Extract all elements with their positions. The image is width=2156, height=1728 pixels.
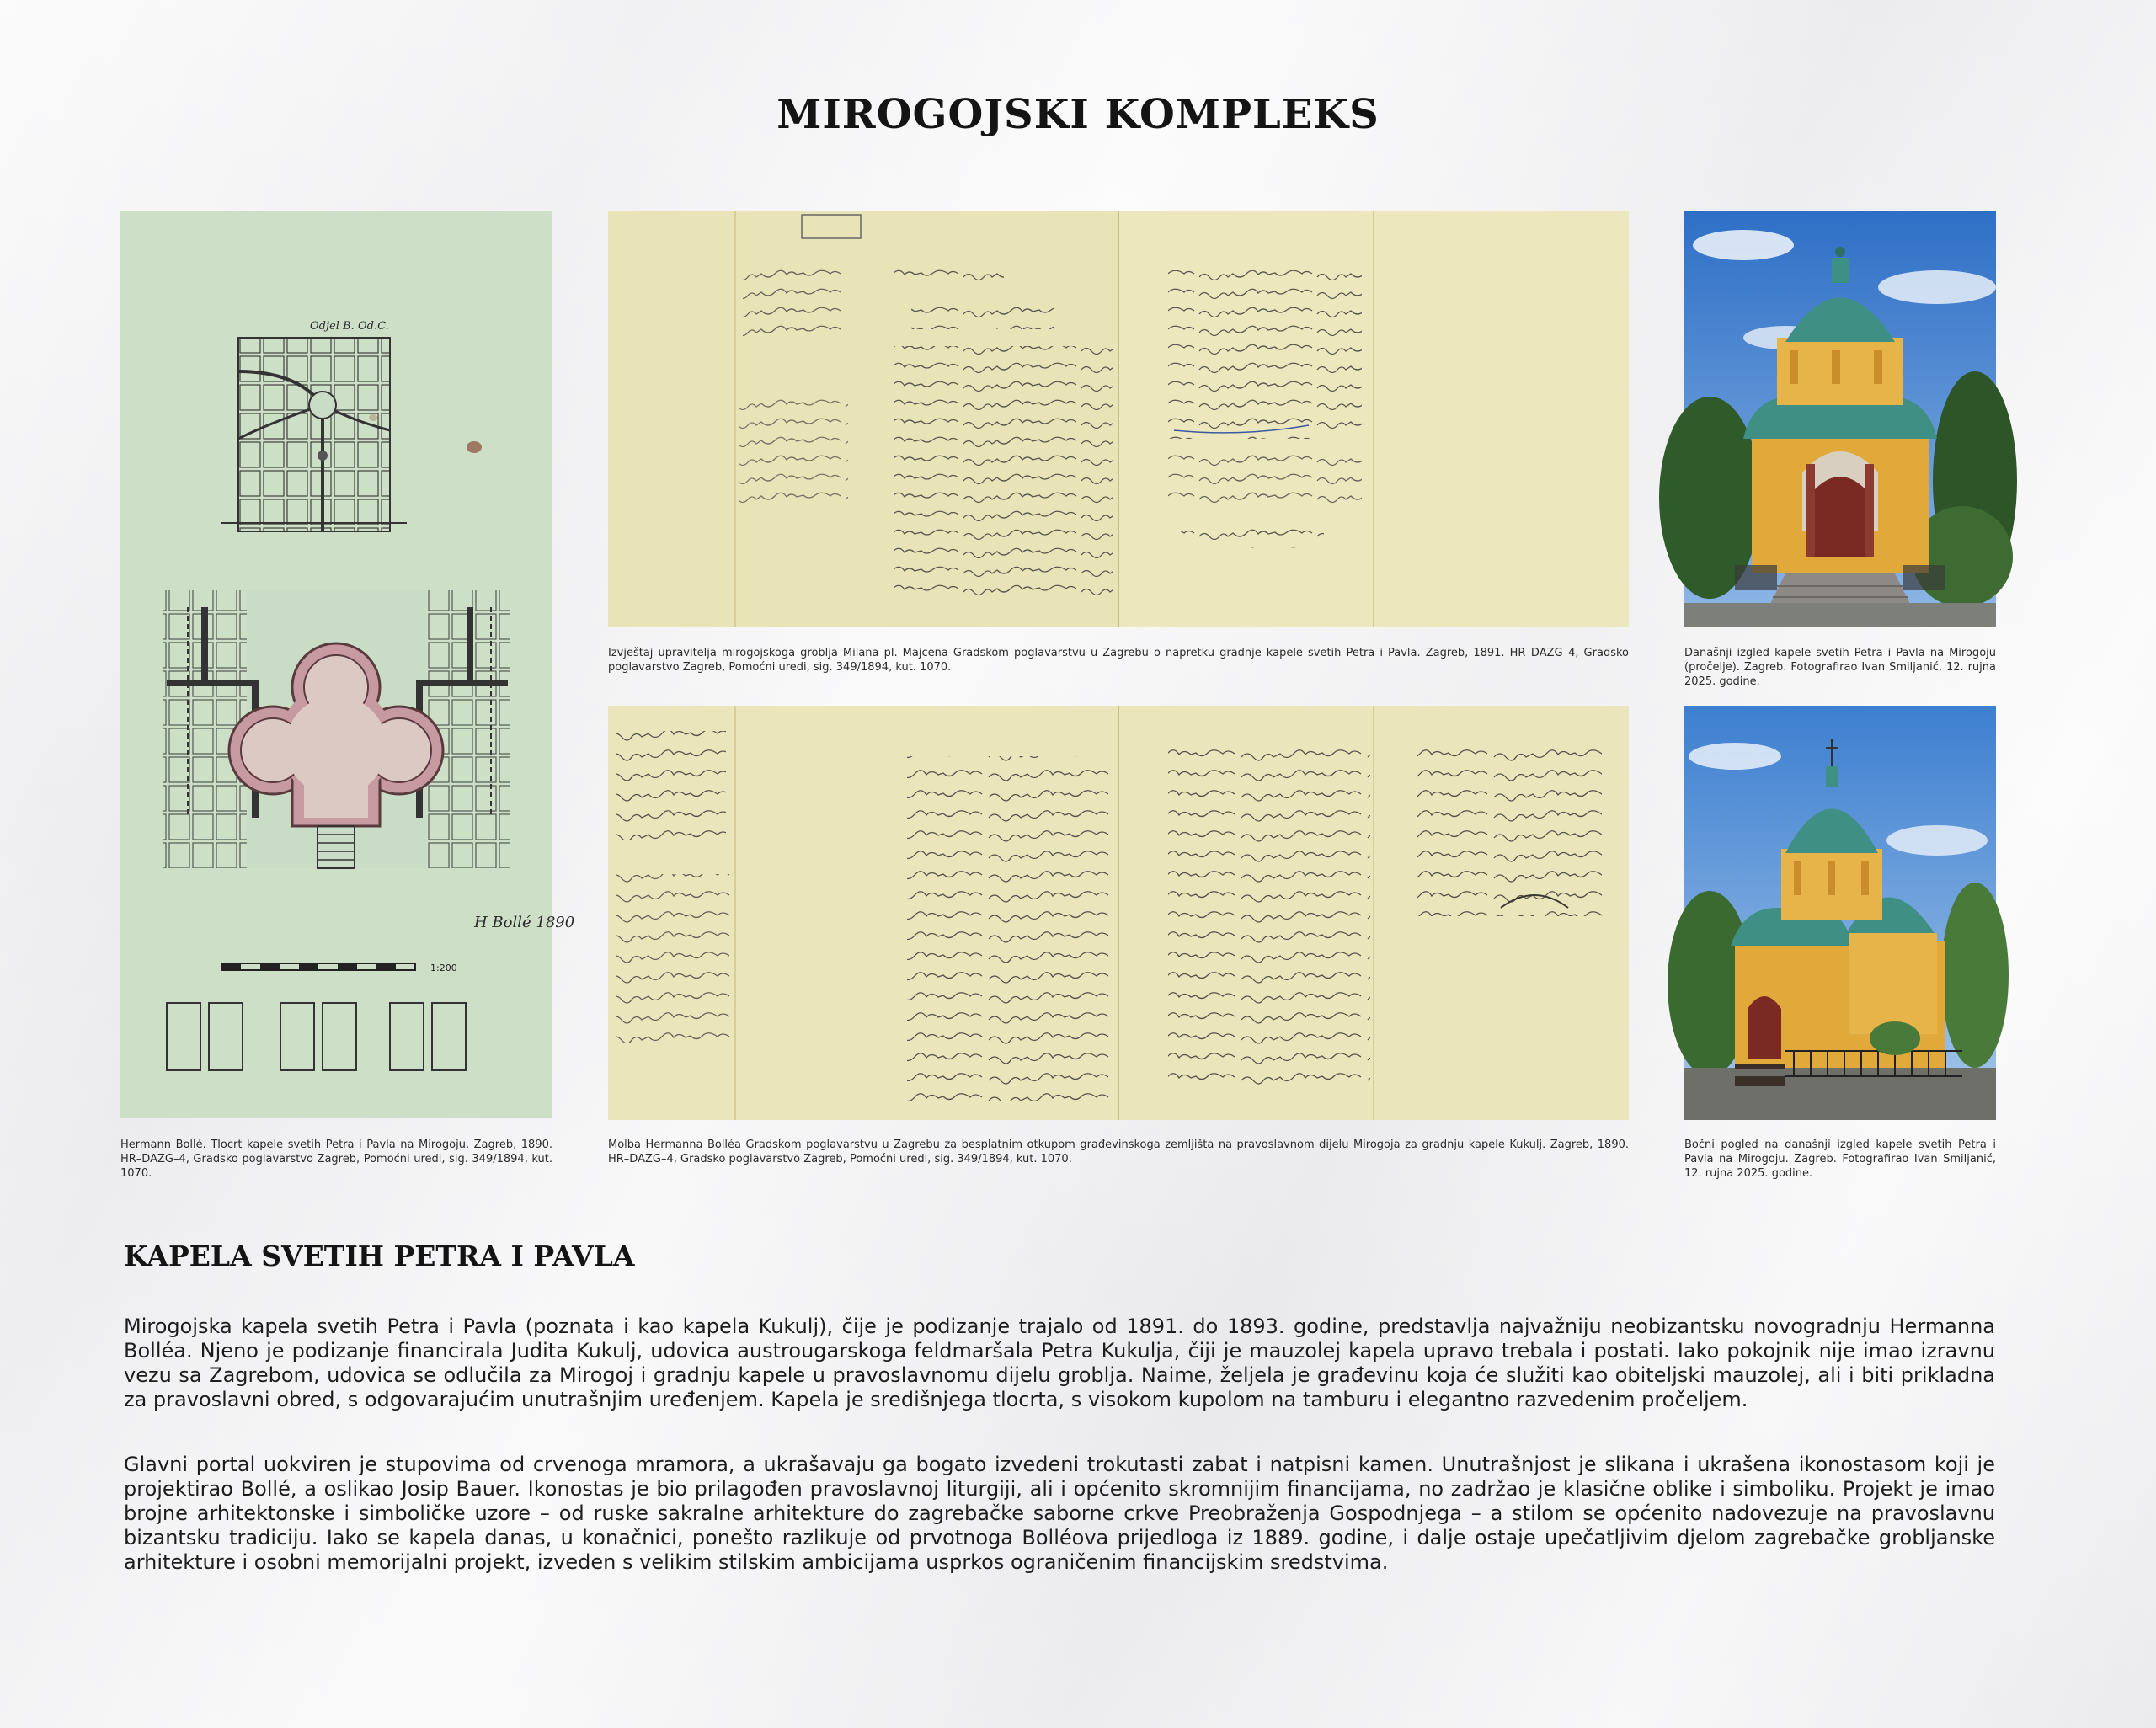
petition-letter-caption: Molba Hermanna Bolléa Gradskom poglavarstvu u Zagrebu za besplatnim otkupom građevinskoga zemljišta na pravoslavnom dijelu Mirogoja za gradnju kapele Kukulj. Zagreb, 1890. HR–DAZG–4, Gradsko poglavarstvo Zagreb, Pomoćni uredi, sig. 349/1894, kut. 1070. xyxy=(608,1139,1629,1165)
photo-front-caption: Današnji izgled kapele svetih Petra i Pavla na Mirogoju (pročelje). Zagreb. Fotografirao Ivan Smiljanić, 12. rujna 2025. godine. xyxy=(1684,647,1996,688)
report-letter-caption: Izvještaj upravitelja mirogojskoga groblja Milana pl. Majcena Gradskom poglavarstvu u Zagrebu o napretku gradnje kapele svetih Petra i Pavla. Zagreb, 1891. HR–DAZG–4, Gradsko poglavarstvo Zagreb, Pomoćni uredi, sig. 349/1894, kut. 1070. xyxy=(608,647,1629,674)
chapel-front-photo xyxy=(1684,211,1996,627)
plan-signature: H Bollé 1890 xyxy=(474,914,575,931)
section-heading: KAPELA SVETIH PETRA I PAVLA xyxy=(124,1240,635,1272)
plan-caption: Hermann Bollé. Tlocrt kapele svetih Petra i Pavla na Mirogoju. Zagreb, 1890. HR–DAZG–4, Gradsko poglavarstvo Zagreb, Pomoćni uredi, sig. 349/1894, kut. 1070. xyxy=(120,1139,552,1180)
page-title: MIROGOJSKI KOMPLEKS xyxy=(776,91,1380,138)
body-paragraph-2: Glavni portal uokviren je stupovima od crvenoga mramora, a ukrašavaju ga bogato izvedeni trokutasti zabat i natpisni kamen. Unutrašnjost je slikana i ukrašena ikonostasom koji je projektirao Bollé, a oslikao Josip Bauer. Ikonostas je bio prilagođen pravoslavnoj liturgiji, ali i općenito skromnijim financijama, no zadržao je klasične oblike i simboliku. Projekt je imao brojne arhitektonske i simboličke uzore – od ruske sakralne arhitekture do zagrebačke saborne crkve Preobraženja Gospodnjega – a stilom se općenito nadovezuje na pravoslavnu bizantsku tradiciju. Iako se kapela danas, u konačnici, ponešto razlikuje od prvotnoga Bolléova prijedloga iz 1889. godine, i dalje ostaje upečatljivim djelom zagrebačke grobljanske arhitekture i osobni memorijalni projekt, izveden s velikim stilskim ambicijama usprkos ograničenim financijskim sredstvima. xyxy=(124,1453,1995,1574)
report-letter-scan xyxy=(608,211,1629,627)
plan-scale: 1:200 xyxy=(430,963,457,973)
chapel-side-photo xyxy=(1684,706,1996,1120)
body-paragraph-1: Mirogojska kapela svetih Petra i Pavla (poznata i kao kapela Kukulj), čije je podizanje trajalo od 1891. do 1893. godine, predstavlja najvažniju neobizantsku novogradnju Hermanna Bolléa. Njeno je podizanje financirala Judita Kukulj, udovica austrougarskoga feldmaršala Petra Kukulja, čiji je mauzolej kapela upravo trebala i postati. Iako pokojnik nije imao izravnu vezu sa Zagrebom, udovica se odlučila za Mirogoj i gradnju kapele u pravoslavnomu dijelu groblja. Naime, željela je građevinu koja će služiti kao obiteljski mauzolej, ali i biti prikladna za pravoslavni obred, s odgovarajućim unutrašnjim uređenjem. Kapela je središnjega tlocrta, s visokom kupolom na tamburu i elegantno razvedenim pročeljem. xyxy=(124,1315,1995,1411)
petition-letter-scan xyxy=(608,706,1629,1120)
photo-side-caption: Bočni pogled na današnji izgled kapele svetih Petra i Pavla na Mirogoju. Zagreb. Fotografirao Ivan Smiljanić, 12. rujna 2025. godine. xyxy=(1684,1139,1996,1180)
plan-label-odjel-b: Odjel B. xyxy=(310,320,355,333)
plan-label-odjel-c: Od.C. xyxy=(358,320,389,333)
floor-plan-drawing xyxy=(120,211,575,1118)
